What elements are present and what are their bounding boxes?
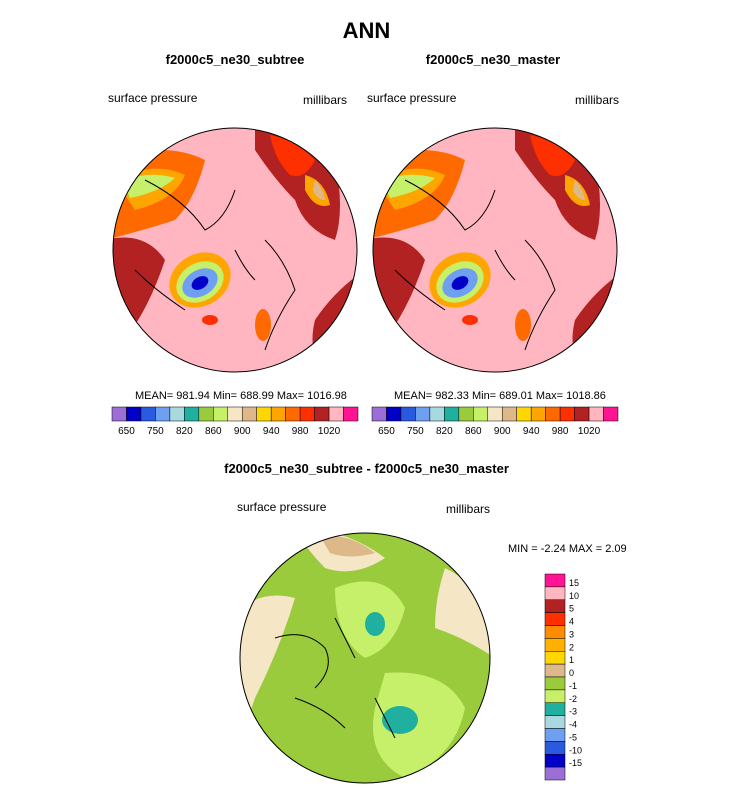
colorbar-tick-label: 820 [436, 426, 453, 437]
contour-scandinavia [515, 309, 531, 341]
colorbar-swatch [545, 703, 565, 716]
colorbar-swatch [430, 407, 444, 421]
colorbar-tick-label: 860 [464, 426, 482, 437]
colorbar-swatch [488, 407, 502, 421]
colorbar-swatch [546, 407, 560, 421]
figure-title: ANN [342, 18, 391, 43]
colorbar-tick-label: 750 [147, 426, 164, 437]
colorbar-swatch [575, 407, 589, 421]
colorbar-tick-label: -3 [569, 706, 578, 717]
colorbar-swatch [545, 626, 565, 639]
colorbar-tick-label: 15 [569, 577, 580, 588]
panel1-polar-map [105, 120, 365, 380]
colorbar-swatch [545, 574, 565, 587]
colorbar-swatch [415, 407, 429, 421]
contour-region-pole-minus [365, 612, 385, 636]
panel1-variable-label: surface pressure [108, 91, 198, 105]
colorbar-tick-label: 5 [569, 603, 575, 614]
colorbar-tick-label: 940 [522, 426, 540, 437]
colorbar-swatch [184, 407, 198, 421]
colorbar-tick-label: 2 [569, 642, 575, 653]
colorbar-tick-label: 980 [551, 426, 569, 437]
contour-region-greenland-core [382, 706, 418, 734]
diff-stats: MIN = -2.24 MAX = 2.09 [508, 543, 627, 555]
colorbar-swatch [257, 407, 271, 421]
colorbar-swatch [545, 587, 565, 600]
colorbar-tick-label: 0 [569, 668, 575, 678]
colorbar-swatch [344, 407, 358, 421]
colorbar-swatch [531, 407, 545, 421]
colorbar-tick-label: 860 [204, 426, 222, 437]
colorbar-swatch [228, 407, 242, 421]
diff-units-label: millibars [446, 502, 491, 516]
colorbar-tick-label: 940 [262, 426, 280, 437]
contour-iceland [462, 315, 478, 325]
colorbar-swatch [545, 741, 565, 754]
colorbar-swatch [286, 407, 300, 421]
colorbar-tick-label: 900 [493, 426, 511, 437]
colorbar-swatch [112, 407, 126, 421]
panel2-variable-label: surface pressure [367, 91, 457, 105]
panel1-stats: MEAN= 981.94 Min= 688.99 Max= 1016.98 [135, 390, 347, 402]
colorbar-swatch [560, 407, 574, 421]
panel2-units-label: millibars [575, 93, 620, 107]
colorbar-swatch [141, 407, 155, 421]
colorbar-swatch [545, 729, 565, 742]
colorbar-swatch [545, 767, 565, 780]
colorbar-tick-label: -15 [569, 758, 583, 769]
colorbar-swatch [589, 407, 603, 421]
panel1-colorbar [105, 405, 365, 440]
colorbar-swatch [545, 690, 565, 703]
colorbar-swatch [315, 407, 329, 421]
colorbar-swatch [473, 407, 487, 421]
colorbar-tick-label: 1 [569, 655, 575, 666]
colorbar-swatch [386, 407, 400, 421]
colorbar-swatch [545, 613, 565, 626]
contour-iceland [202, 315, 218, 325]
diff-panel-title: f2000c5_ne30_subtree - f2000c5_ne30_master [224, 461, 509, 476]
colorbar-swatch [517, 407, 531, 421]
colorbar-tick-label: 4 [569, 616, 575, 627]
colorbar-swatch [401, 407, 415, 421]
colorbar-tick-label: 650 [378, 426, 395, 437]
colorbar-tick-label: 820 [176, 426, 193, 437]
colorbar-swatch [545, 600, 565, 613]
panel2-colorbar [365, 405, 625, 440]
colorbar-swatch [271, 407, 285, 421]
colorbar-tick-label: 10 [569, 590, 580, 601]
panel1-units-label: millibars [303, 93, 348, 107]
colorbar-tick-label: 980 [291, 426, 309, 437]
panel2-polar-map [365, 120, 625, 380]
colorbar-swatch [213, 407, 227, 421]
colorbar-tick-label: -2 [569, 693, 578, 704]
colorbar-swatch [155, 407, 169, 421]
colorbar-tick-label: 900 [233, 426, 251, 437]
colorbar-tick-label: -4 [569, 719, 578, 730]
contour-scandinavia [255, 309, 271, 341]
diff-polar-map [235, 528, 495, 788]
colorbar-swatch [545, 664, 565, 677]
colorbar-swatch [545, 651, 565, 664]
colorbar-tick-label: -10 [569, 745, 583, 756]
colorbar-tick-label: 750 [407, 426, 424, 437]
colorbar-swatch [126, 407, 140, 421]
colorbar-swatch [545, 716, 565, 729]
colorbar-swatch [300, 407, 314, 421]
colorbar-swatch [459, 407, 473, 421]
colorbar-swatch [545, 754, 565, 767]
panel2-stats: MEAN= 982.33 Min= 689.01 Max= 1018.86 [394, 390, 606, 402]
colorbar-tick-label: -1 [569, 680, 578, 691]
colorbar-tick-label: -5 [569, 732, 578, 743]
colorbar-swatch [604, 407, 618, 421]
diff-variable-label: surface pressure [237, 500, 327, 514]
colorbar-tick-label: 1020 [577, 426, 601, 437]
colorbar-swatch [242, 407, 256, 421]
colorbar-swatch [329, 407, 343, 421]
diff-colorbar [540, 572, 590, 784]
colorbar-swatch [545, 677, 565, 690]
colorbar-swatch [444, 407, 458, 421]
colorbar-swatch [199, 407, 213, 421]
colorbar-tick-label: 3 [569, 629, 575, 640]
panel2-title: f2000c5_ne30_master [425, 52, 561, 67]
colorbar-swatch [170, 407, 184, 421]
panel1-title: f2000c5_ne30_subtree [165, 52, 305, 67]
colorbar-swatch [502, 407, 516, 421]
colorbar-swatch [372, 407, 386, 421]
colorbar-tick-label: 650 [118, 426, 135, 437]
colorbar-swatch [545, 638, 565, 651]
colorbar-tick-label: 1020 [317, 426, 341, 437]
